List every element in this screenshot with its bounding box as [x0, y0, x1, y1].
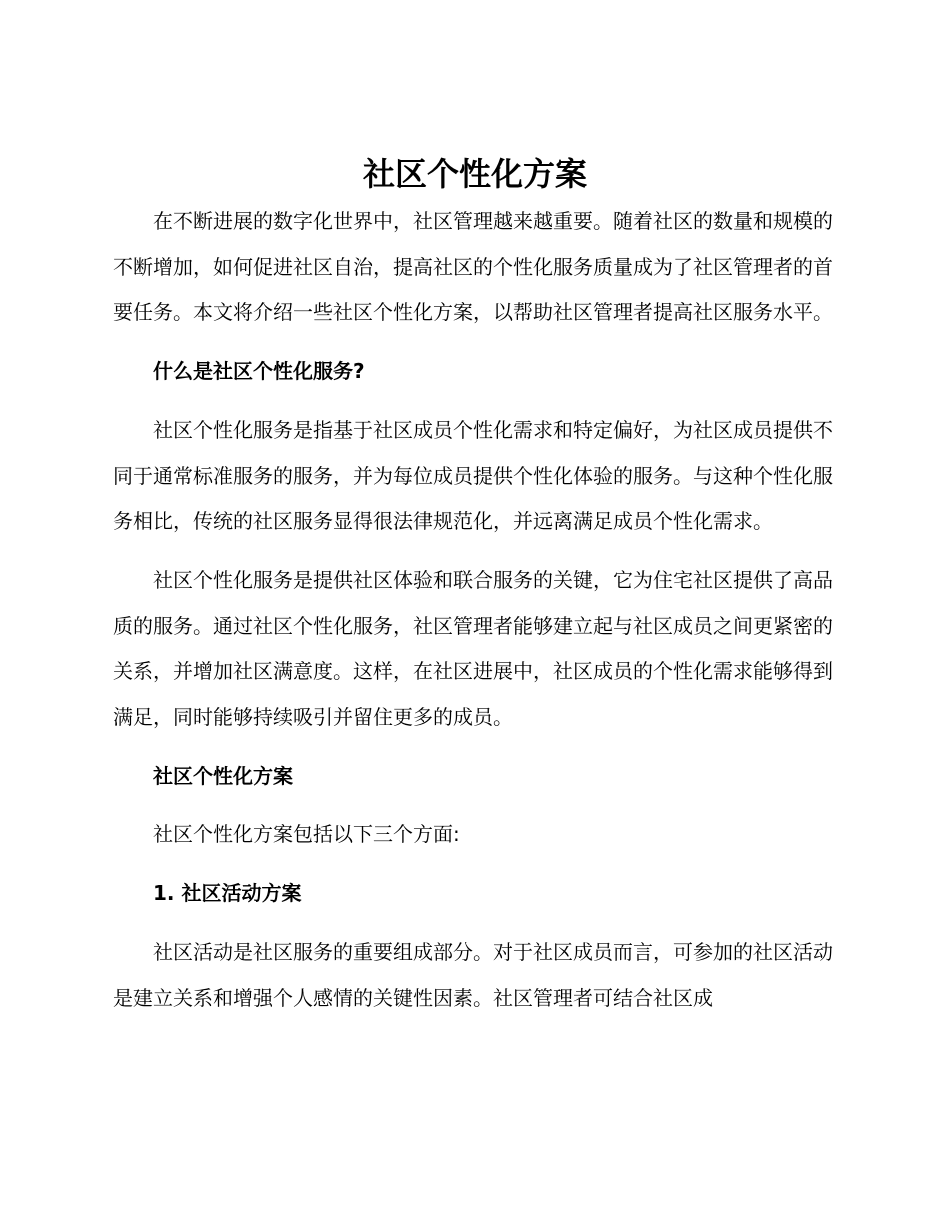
document-title: 社区个性化方案: [362, 155, 587, 193]
section-heading-what-is: 什么是社区个性化服务?: [153, 359, 365, 384]
section-heading-plan: 社区个性化方案: [153, 763, 293, 788]
section-heading-activities: 1. 社区活动方案: [153, 881, 302, 906]
paragraph-intro: 在不断进展的数字化世界中，社区管理越来越重要。随着社区的数量和规模的不断增加，如何促进社区自治，提高社区的个性化服务质量成为了社区管理者的首要任务。本文将介绍一些社区个性化方案，以帮助社区管理者提高社区服务水平。: [113, 209, 833, 325]
paragraph-activities: 社区活动是社区服务的重要组成部分。对于社区成员而言，可参加的社区活动是建立关系和增强个人感情的关键性因素。社区管理者可结合社区成: [113, 939, 833, 1010]
paragraph-plan-intro: 社区个性化方案包括以下三个方面:: [153, 822, 460, 847]
paragraph-benefits: 社区个性化服务是提供社区体验和联合服务的关键，它为住宅社区提供了高品质的服务。通过社区个性化服务，社区管理者能够建立起与社区成员之间更紧密的关系，并增加社区满意度。这样，在社区进展中，社区成员的个性化需求能够得到满足，同时能够持续吸引并留住更多的成员。: [113, 567, 833, 730]
paragraph-definition: 社区个性化服务是指基于社区成员个性化需求和特定偏好，为社区成员提供不同于通常标准服务的服务，并为每位成员提供个性化体验的服务。与这种个性化服务相比，传统的社区服务显得很法律规范化，并远离满足成员个性化需求。: [113, 417, 833, 534]
document-body: [113, 199, 833, 1034]
